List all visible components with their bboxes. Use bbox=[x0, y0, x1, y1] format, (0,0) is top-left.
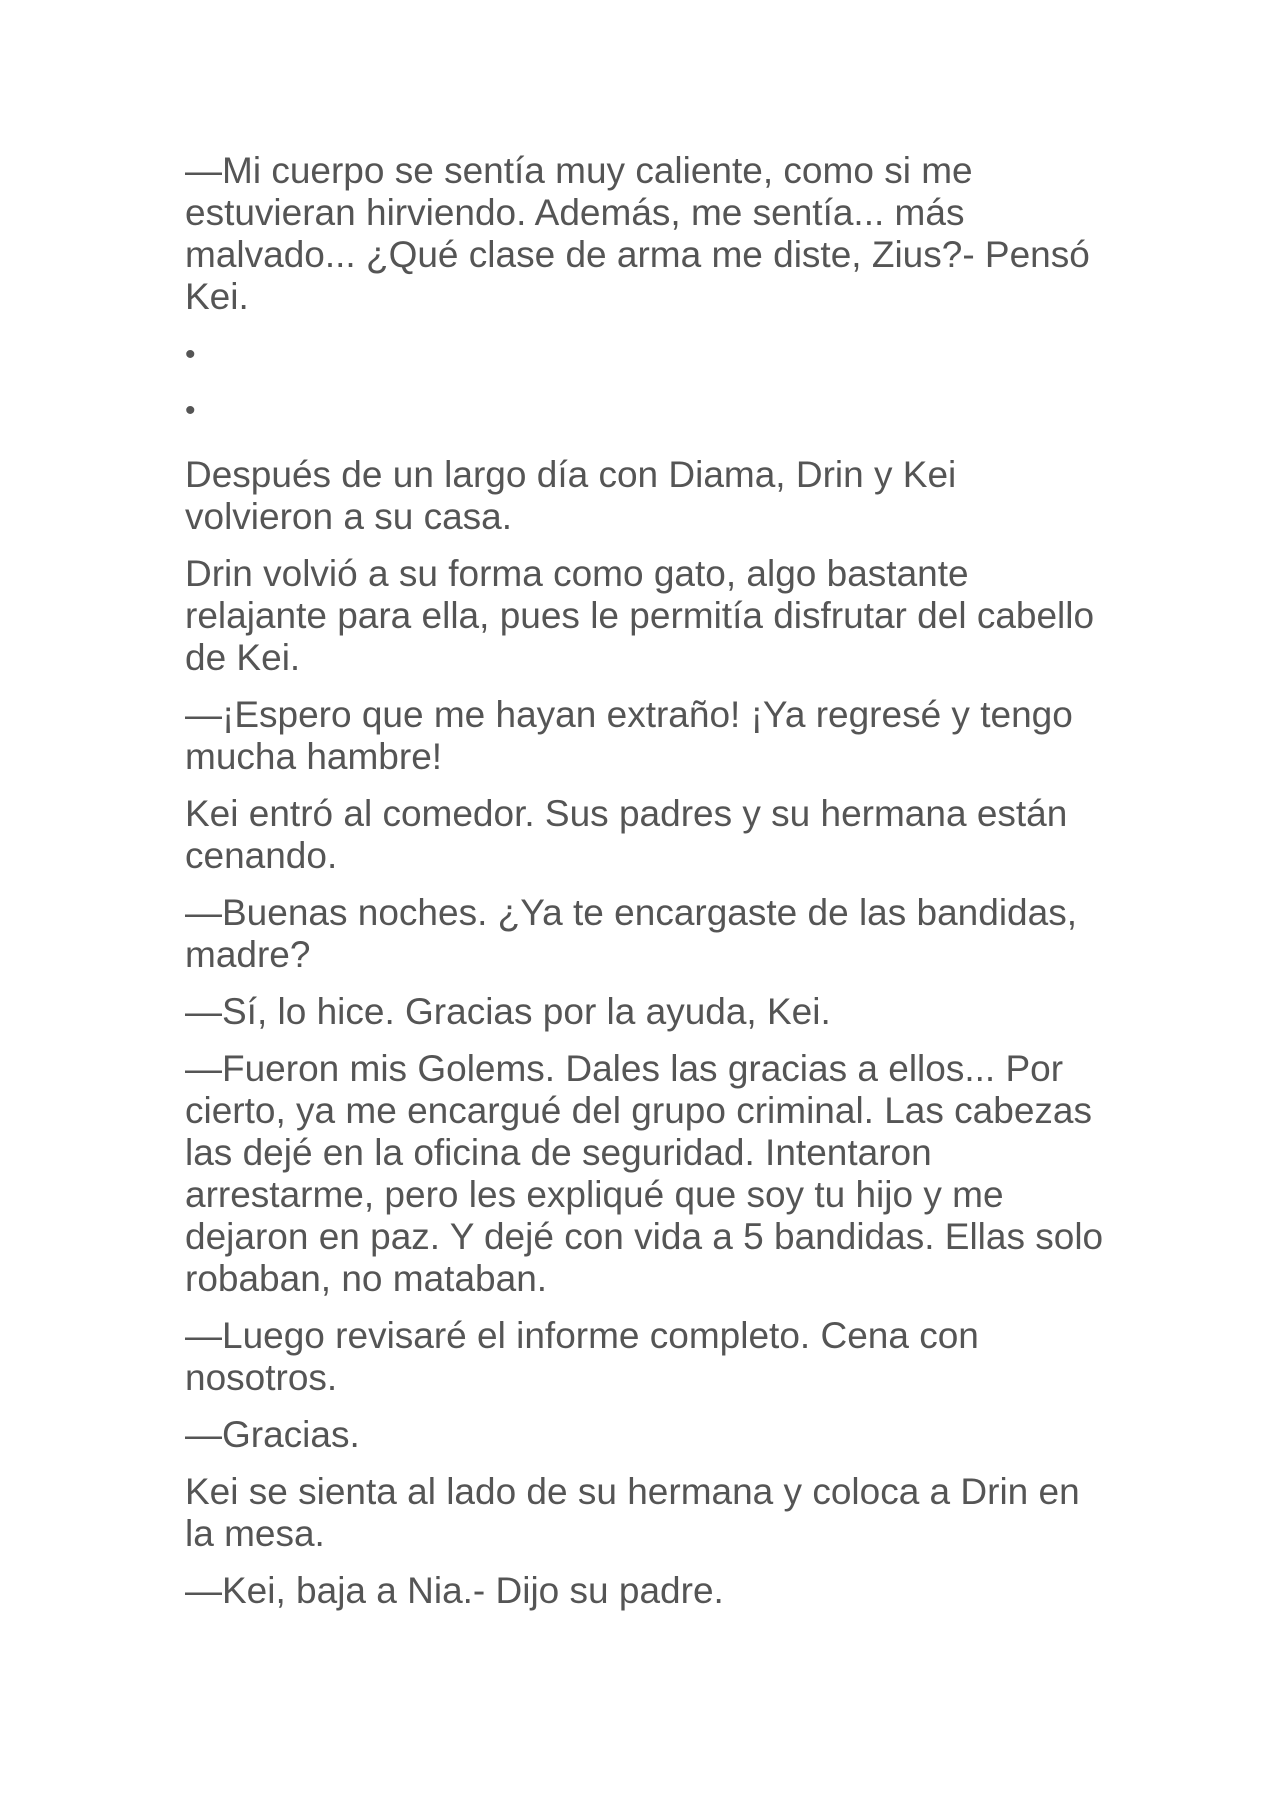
dialogue-line: —¡Espero que me hayan extraño! ¡Ya regresé y tengo mucha hambre! bbox=[185, 694, 1073, 777]
document-page bbox=[185, 150, 1105, 1627]
dialogue-line: —Kei, baja a Nia.- Dijo su padre. bbox=[185, 1570, 724, 1611]
dialogue-line: —Luego revisaré el informe completo. Cena con nosotros. bbox=[185, 1315, 979, 1398]
paragraph: Después de un largo día con Diama, Drin y Kei volvieron a su casa. bbox=[185, 454, 957, 537]
dialogue-line: —Gracias. bbox=[185, 1414, 360, 1455]
separator-bullet: • bbox=[185, 338, 196, 371]
paragraph: Kei entró al comedor. Sus padres y su hermana están cenando. bbox=[185, 793, 1068, 876]
separator-bullet: • bbox=[185, 394, 196, 427]
dialogue-line: —Sí, lo hice. Gracias por la ayuda, Kei. bbox=[185, 991, 831, 1032]
opening-paragraph: —Mi cuerpo se sentía muy caliente, como si me estuvieran hirviendo. Además, me sentía... más malvado... ¿Qué clase de arma me diste, Zius?- Pensó Kei. bbox=[185, 150, 1090, 317]
paragraph: Drin volvió a su forma como gato, algo bastante relajante para ella, pues le permitía disfrutar del cabello de Kei. bbox=[185, 553, 1095, 678]
paragraph: Kei se sienta al lado de su hermana y coloca a Drin en la mesa. bbox=[185, 1471, 1080, 1554]
dialogue-line: —Fueron mis Golems. Dales las gracias a ellos... Por cierto, ya me encargué del grupo criminal. Las cabezas las dejé en la oficina de seguridad. Intentaron arrestarme, pero les expliqué que soy tu hijo y me dejaron en paz. Y dejé con vida a 5 bandidas. Ellas solo robaban, no mataban. bbox=[185, 1048, 1104, 1299]
section-separator bbox=[185, 334, 1105, 446]
dialogue-line: —Buenas noches. ¿Ya te encargaste de las bandidas, madre? bbox=[185, 892, 1077, 975]
